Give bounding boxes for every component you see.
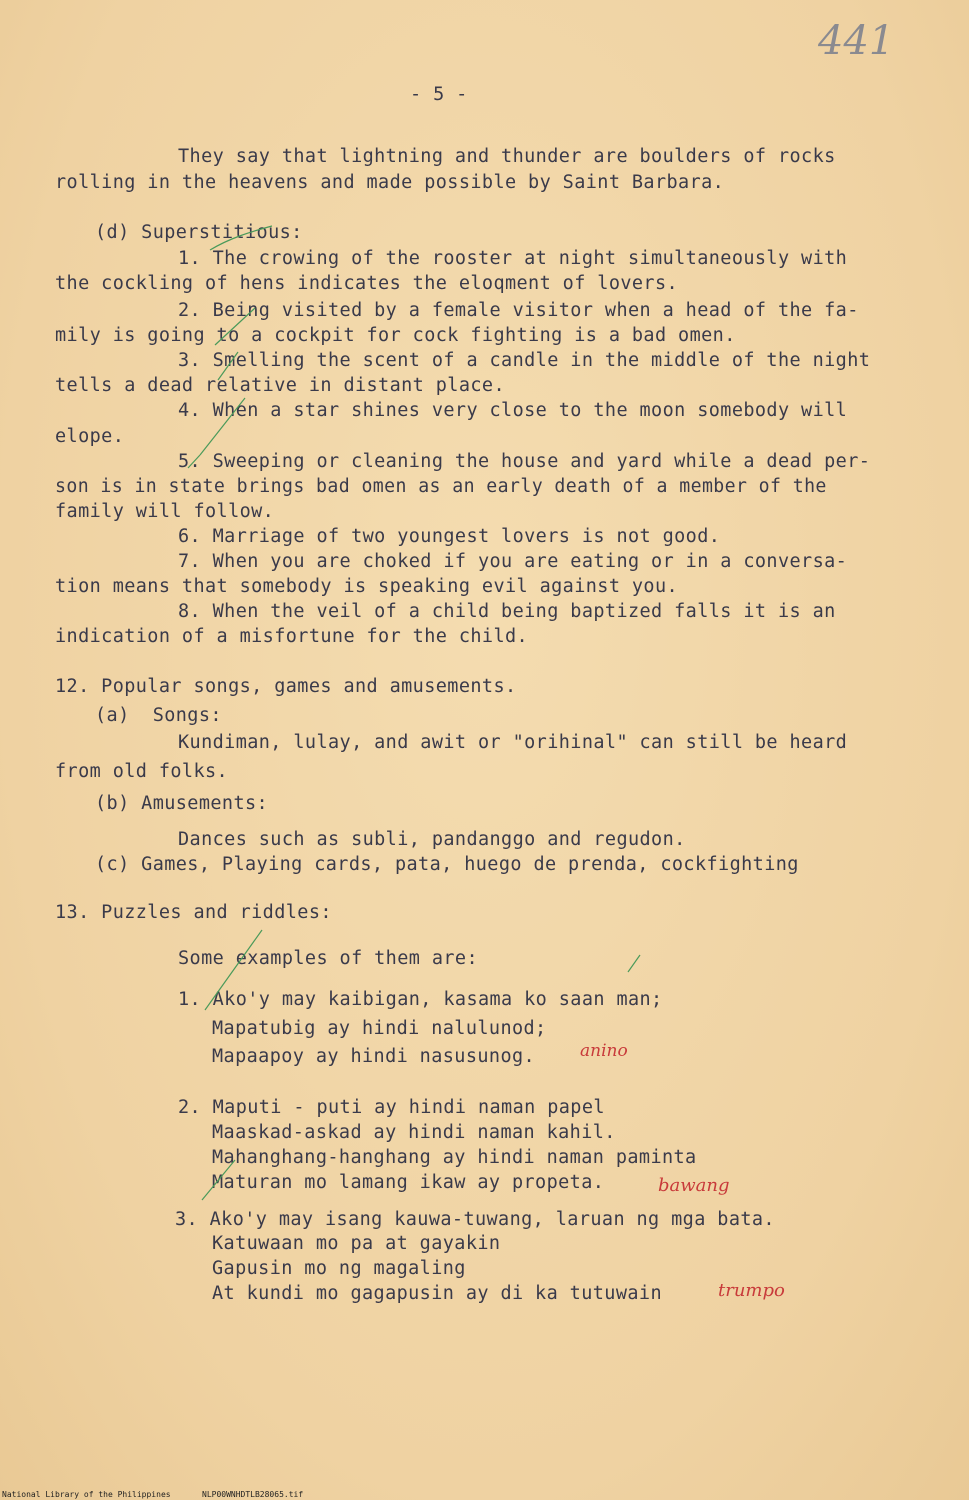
riddle-line: Mahanghang-hanghang ay hindi naman paminta (212, 1147, 697, 1168)
handwritten-answer: trumpo (718, 1280, 785, 1301)
section-heading: 13. Puzzles and riddles: (55, 902, 332, 923)
riddle-line: At kundi mo gagapusin ay di ka tutuwain (212, 1283, 662, 1304)
check-mark-stroke (628, 955, 640, 972)
text-line: 6. Marriage of two youngest lovers is not good. (178, 526, 721, 547)
text-line: family will follow. (55, 501, 275, 522)
text-line: They say that lightning and thunder are boulders of rocks (178, 146, 836, 167)
text-line: from old folks. (55, 761, 229, 782)
text-line: Some examples of them are: (178, 948, 478, 969)
text-line: 8. When the veil of a child being baptized falls it is an (178, 601, 836, 622)
text-line: 7. When you are choked if you are eating or in a conversa- (178, 551, 848, 572)
text-line: tells a dead relative in distant place. (55, 375, 505, 396)
riddle-line: Maturan mo lamang ikaw ay propeta. (212, 1172, 605, 1193)
subsection-heading: (a) Songs: (95, 705, 222, 726)
text-line: (c) Games, Playing cards, pata, huego de prenda, cockfighting (95, 854, 799, 875)
text-line: 4. When a star shines very close to the moon somebody will (178, 400, 848, 421)
riddle-line: Gapusin mo ng magaling (212, 1258, 466, 1279)
handwritten-answer: anino (580, 1041, 628, 1061)
text-line: the cockling of hens indicates the eloqment of lovers. (55, 273, 679, 294)
text-line: indication of a misfortune for the child. (55, 626, 529, 647)
text-line: son is in state brings bad omen as an early death of a member of the (55, 476, 827, 497)
section-heading: 12. Popular songs, games and amusements. (55, 676, 517, 697)
riddle-line: 3. Ako'y may isang kauwa-tuwang, laruan ng mga bata. (175, 1209, 775, 1230)
text-line: 3. Smelling the scent of a candle in the middle of the night (178, 350, 871, 371)
riddle-line: Maaskad-askad ay hindi naman kahil. (212, 1122, 616, 1143)
text-line: Dances such as subli, pandanggo and regudon. (178, 829, 686, 850)
riddle-line: Mapatubig ay hindi nalulunod; (212, 1018, 547, 1039)
page-number: - 5 - (410, 84, 468, 105)
section-heading: (d) Superstitious: (95, 222, 303, 243)
subsection-heading: (b) Amusements: (95, 793, 269, 814)
text-line: Kundiman, lulay, and awit or "orihinal" can still be heard (178, 732, 848, 753)
folio-number: 441 (818, 18, 895, 64)
handwritten-answer: bawang (658, 1175, 730, 1196)
footer-filename: NLP00WNHDTLB28065.tif (202, 1490, 304, 1499)
riddle-line: 1. Ako'y may kaibigan, kasama ko saan man; (178, 989, 663, 1010)
riddle-line: Katuwaan mo pa at gayakin (212, 1233, 501, 1254)
riddle-line: 2. Maputi - puti ay hindi naman papel (178, 1097, 605, 1118)
riddle-line: Mapaapoy ay hindi nasusunog. (212, 1046, 536, 1067)
footer-library: National Library of the Philippines (2, 1490, 171, 1499)
text-line: tion means that somebody is speaking evil against you. (55, 576, 679, 597)
text-line: mily is going to a cockpit for cock fighting is a bad omen. (55, 325, 736, 346)
text-line: 5. Sweeping or cleaning the house and yard while a dead per- (178, 451, 871, 472)
text-line: rolling in the heavens and made possible by Saint Barbara. (55, 172, 725, 193)
text-line: 2. Being visited by a female visitor when a head of the fa- (178, 300, 859, 321)
text-line: 1. The crowing of the rooster at night simultaneously with (178, 248, 848, 269)
text-line: elope. (55, 426, 125, 447)
